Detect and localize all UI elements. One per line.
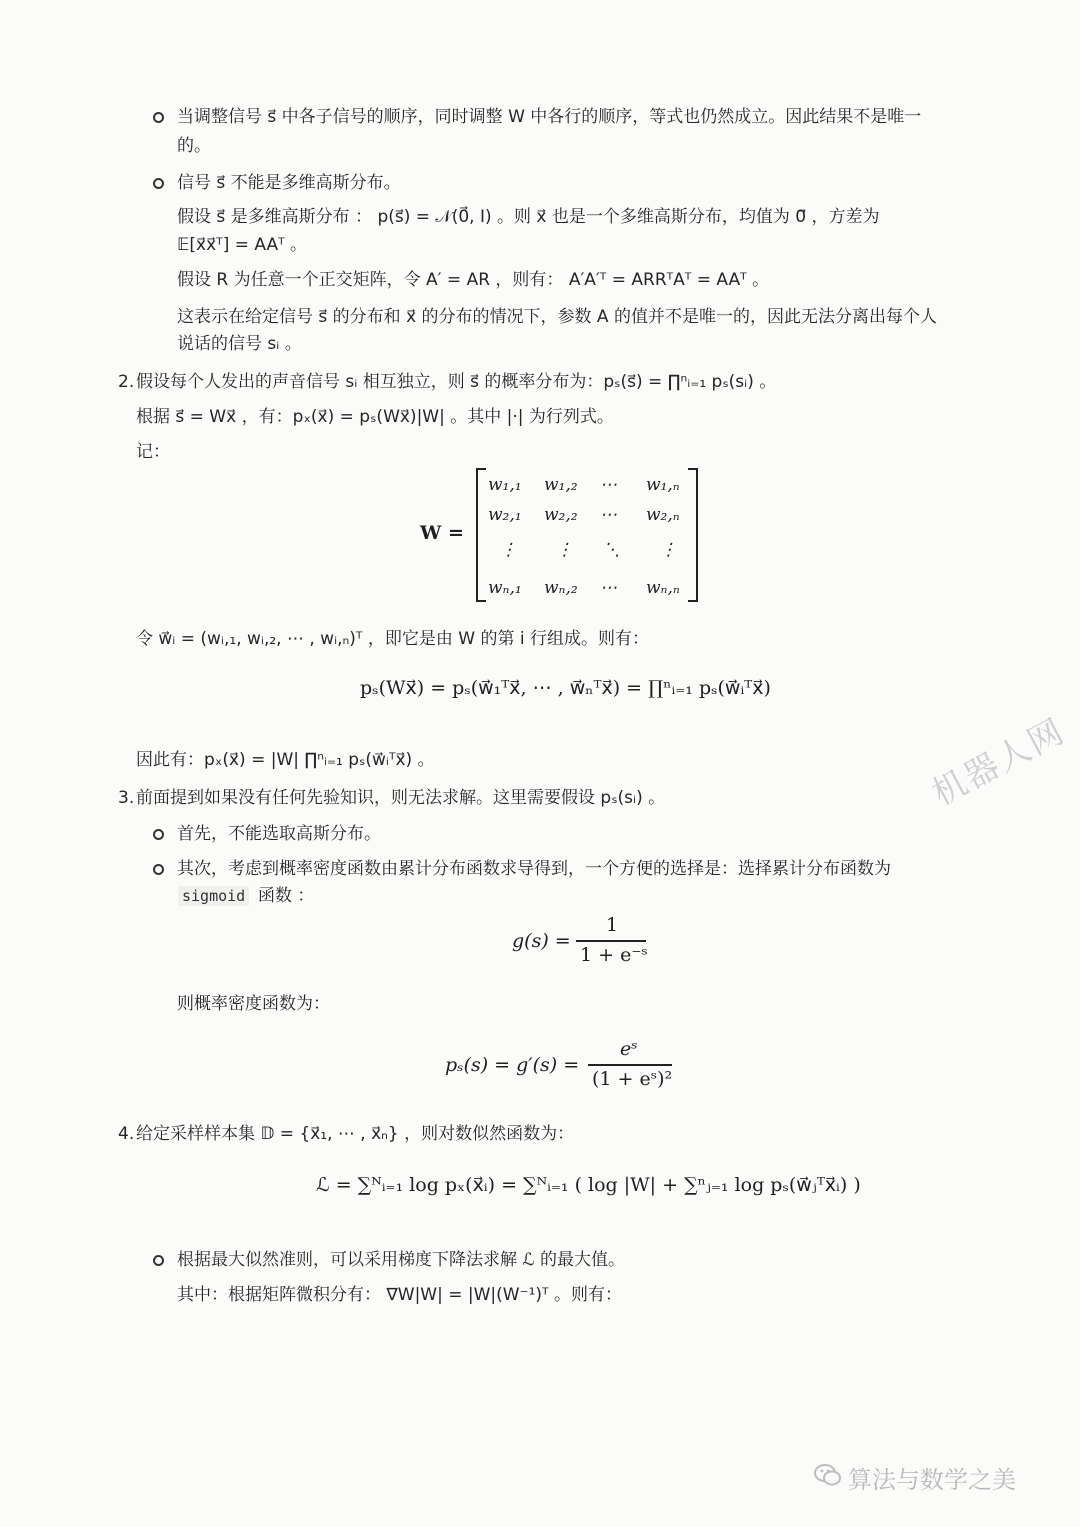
text-line: 其次，考虑到概率密度函数由累计分布函数求导得到，一个方便的选择是：选择累计分布函数为 [177, 859, 891, 879]
matrix-bracket-left [476, 468, 486, 602]
equation: ℒ = ∑ᴺᵢ₌₁ log pₓ(x⃗ᵢ) = ∑ᴺᵢ₌₁ ( log |W| + ∑ⁿⱼ₌₁ log pₛ(w⃗ⱼᵀx⃗ᵢ) ) [316, 1174, 861, 1196]
text-line: 根据 s⃗ = Wx⃗ ，有：pₓ(x⃗) = pₛ(Wx⃗)|W| 。其中 |·| 为行列式。 [136, 407, 614, 427]
equation: pₛ(Wx⃗) = pₛ(w⃗₁ᵀx⃗, ⋯ , w⃗ₙᵀx⃗) = ∏ⁿᵢ₌₁ pₛ(w⃗ᵢᵀx⃗) [360, 677, 771, 699]
equation-lhs: g(s) = [512, 930, 571, 952]
matrix-cell: wₙ,₁ [488, 578, 522, 598]
list-number: 2. [118, 372, 135, 392]
matrix-cell: wₙ,₂ [544, 578, 578, 598]
matrix-cell: ⋮ [556, 540, 573, 560]
list-number: 4. [118, 1124, 135, 1144]
text-line: 令 w⃗ᵢ = (wᵢ,₁, wᵢ,₂, ⋯ , wᵢ,ₙ)ᵀ ，即它是由 W 的第 i 行组成。则有： [136, 629, 650, 649]
text-line: 当调整信号 s⃗ 中各子信号的顺序，同时调整 W 中各行的顺序，等式也仍然成立。因此结果不是唯一 [177, 107, 922, 127]
text-line: 信号 s⃗ 不能是多维高斯分布。 [177, 173, 401, 193]
matrix-cell: ⋯ [600, 578, 617, 598]
bullet-marker [153, 112, 164, 123]
wechat-icon [814, 1462, 842, 1488]
matrix-cell: wₙ,ₙ [646, 578, 680, 598]
text-line: 𝔼[x⃗x⃗ᵀ] = AAᵀ 。 [177, 235, 308, 255]
text-line: 根据最大似然准则，可以采用梯度下降法求解 ℒ 的最大值。 [177, 1250, 626, 1270]
matrix-cell: w₁,ₙ [646, 475, 680, 495]
matrix-cell: ⋮ [660, 540, 677, 560]
list-number: 3. [118, 788, 135, 808]
bullet-marker [153, 864, 164, 875]
text-line: 的。 [177, 136, 211, 156]
bullet-marker [153, 1255, 164, 1266]
text-line: 函数 ： [258, 886, 315, 906]
brand-name: 算法与数学之美 [848, 1466, 1016, 1494]
matrix-cell: ⋮ [500, 540, 517, 560]
text-line: 其中：根据矩阵微积分有： ∇W|W| = |W|(W⁻¹)ᵀ 。则有： [177, 1285, 622, 1305]
bullet-marker [153, 178, 164, 189]
fraction-denominator: 1 + e⁻ˢ [580, 944, 648, 966]
fraction-numerator: eˢ [620, 1038, 638, 1060]
bullet-marker [153, 829, 164, 840]
text-line: 因此有：pₓ(x⃗) = |W| ∏ⁿᵢ₌₁ pₛ(w⃗ᵢᵀx⃗) 。 [136, 750, 435, 770]
text-line: 记： [136, 442, 170, 462]
inline-code: sigmoid [178, 886, 249, 906]
matrix-cell: w₁,₂ [544, 475, 578, 495]
watermark-text: 机器人网 [925, 711, 1072, 815]
text-line: 假设每个人发出的声音信号 sᵢ 相互独立，则 s⃗ 的概率分布为：pₛ(s⃗) = ∏ⁿᵢ₌₁ pₛ(sᵢ) 。 [136, 372, 777, 392]
equation-lhs: pₛ(s) = g′(s) = [445, 1054, 580, 1076]
matrix-cell: w₂,₁ [488, 505, 522, 525]
text-line: 给定采样样本集 𝔻 = {x⃗₁, ⋯ , x⃗ₙ} ，则对数似然函数为： [136, 1124, 575, 1144]
fraction-denominator: (1 + eˢ)² [592, 1068, 673, 1090]
text-line: 首先，不能选取高斯分布。 [177, 824, 381, 844]
matrix-cell: w₂,₂ [544, 505, 578, 525]
fraction-numerator: 1 [606, 914, 619, 936]
matrix-cell: w₂,ₙ [646, 505, 680, 525]
text-line: 说话的信号 sᵢ 。 [177, 334, 302, 354]
matrix-cell: w₁,₁ [488, 475, 522, 495]
text-line: 则概率密度函数为： [177, 994, 330, 1014]
matrix-cell: ⋯ [600, 475, 617, 495]
text-line: 假设 R 为任意一个正交矩阵，令 A′ = AR ，则有： A′A′ᵀ = ARRᵀAᵀ = AAᵀ 。 [177, 270, 770, 290]
matrix-cell: ⋯ [600, 505, 617, 525]
matrix-cell: ⋱ [603, 540, 620, 560]
matrix-label: W = [420, 522, 464, 544]
text-line: 假设 s⃗ 是多维高斯分布 ： p(s⃗) = 𝒩(0⃗, I) 。则 x⃗ 也是一个多维高斯分布，均值为 0⃗ ，方差为 [177, 207, 880, 227]
matrix-bracket-right [688, 468, 698, 602]
text-line: 前面提到如果没有任何先验知识，则无法求解。这里需要假设 pₛ(sᵢ) 。 [136, 788, 666, 808]
text-line: 这表示在给定信号 s⃗ 的分布和 x⃗ 的分布的情况下，参数 A 的值并不是唯一的，因此无法分离出每个人 [177, 307, 937, 327]
